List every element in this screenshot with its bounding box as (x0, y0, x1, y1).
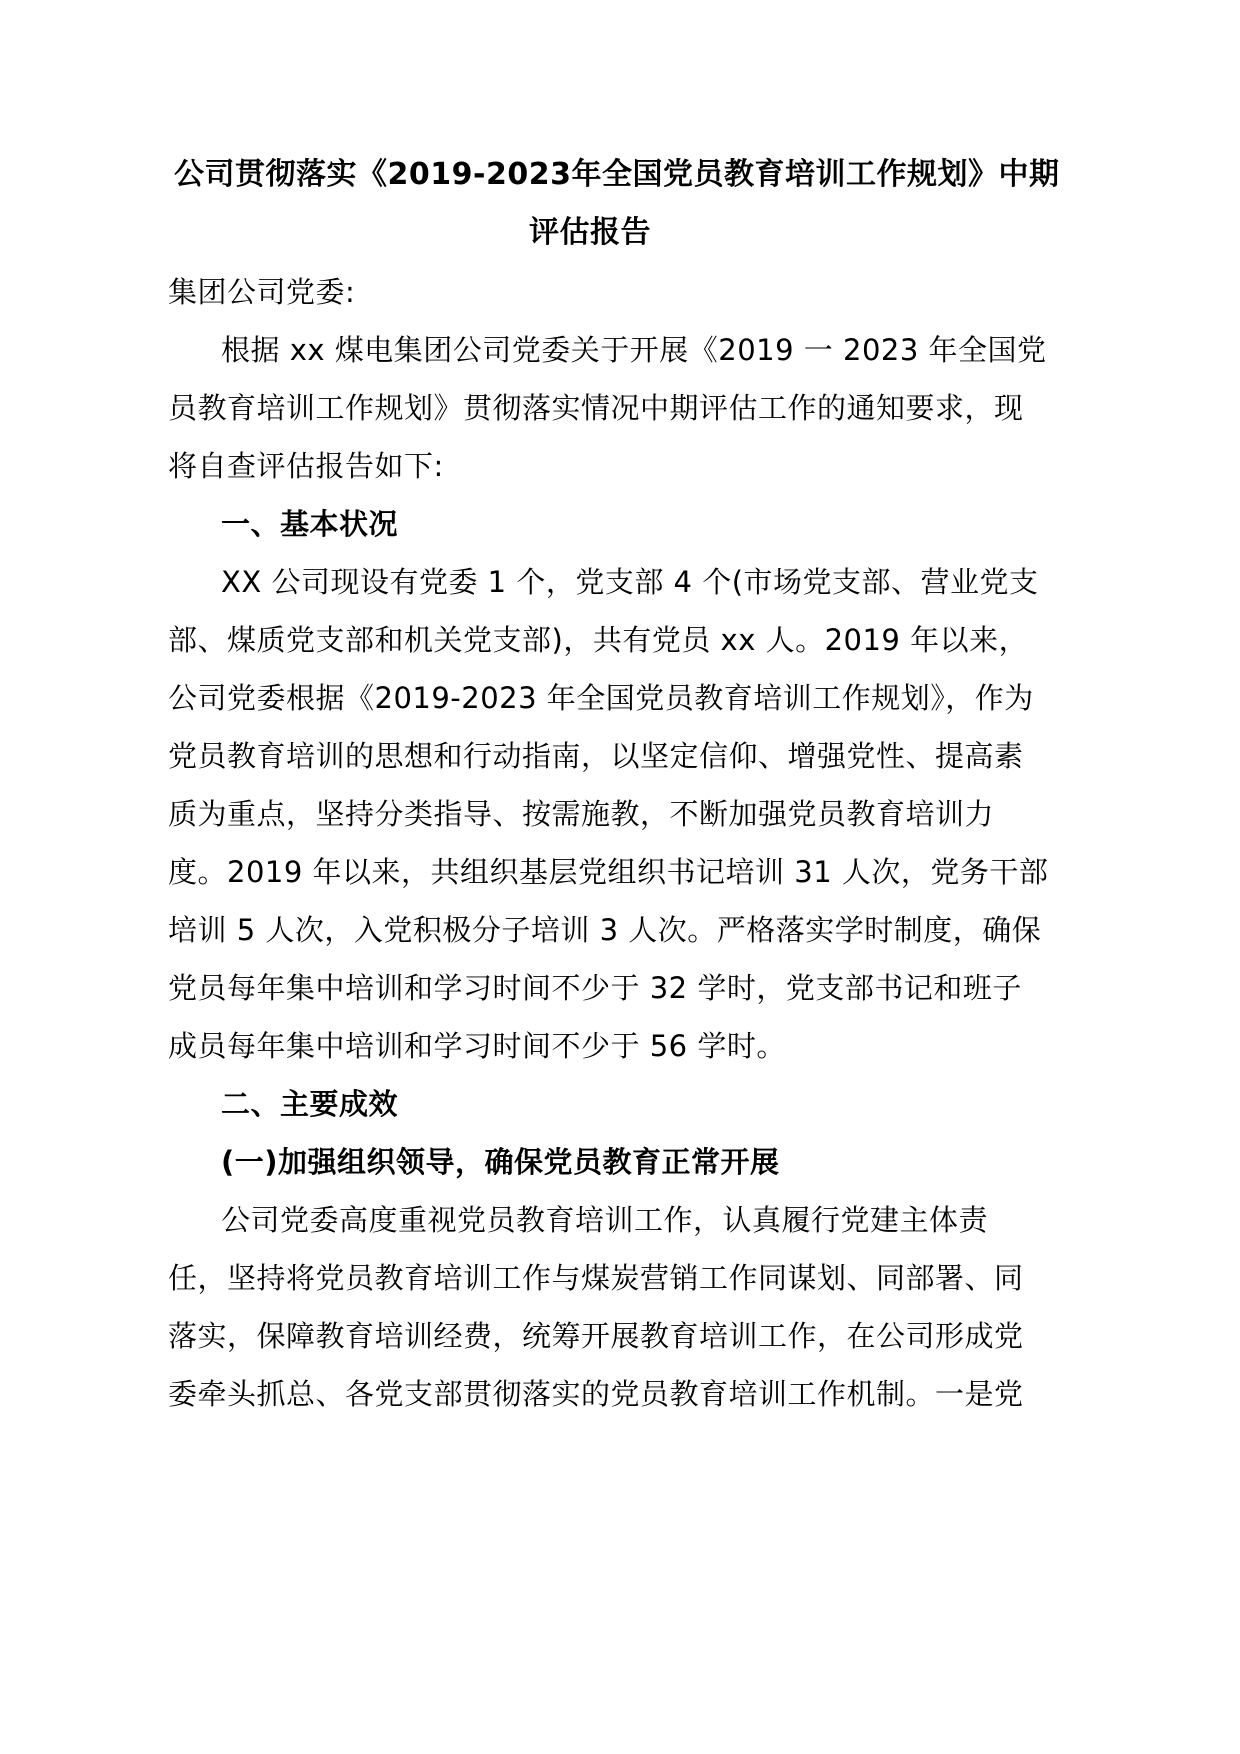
section1-line: 部、煤质党支部和机关党支部)，共有党员 xx 人。2019 年以来， (168, 623, 1029, 657)
document-title-line-1: 公司贯彻落实《2019-2023年全国党员教育培训工作规划》中期 (174, 157, 1060, 192)
section1-line: 党员每年集中培训和学习时间不少于 32 学时，党支部书记和班子 (168, 971, 1022, 1005)
subsection1-line: 委牵头抓总、各党支部贯彻落实的党员教育培训工作机制。一是党 (168, 1377, 1024, 1411)
section1-line: 成员每年集中培训和学习时间不少于 56 学时。 (168, 1029, 786, 1063)
intro-line: 将自查评估报告如下: (168, 449, 444, 483)
intro-line: 员教育培训工作规划》贯彻落实情况中期评估工作的通知要求，现 (168, 391, 1024, 425)
subsection1-line: 任，坚持将党员教育培训工作与煤炭营销工作同谋划、同部署、同 (168, 1261, 1024, 1295)
subsection1-line: 落实，保障教育培训经费，统筹开展教育培训工作，在公司形成党 (168, 1319, 1024, 1353)
subsection-heading-organization: (一)加强组织领导，确保党员教育正常开展 (221, 1145, 780, 1179)
section1-line: 培训 5 人次，入党积极分子培训 3 人次。严格落实学时制度，确保 (168, 913, 1042, 947)
section1-line: XX 公司现设有党委 1 个，党支部 4 个(市场党支部、营业党支 (221, 565, 1039, 599)
section1-line: 党员教育培训的思想和行动指南，以坚定信仰、增强党性、提高素 (168, 739, 1024, 773)
salutation: 集团公司党委: (168, 275, 356, 309)
section1-line: 公司党委根据《2019-2023 年全国党员教育培训工作规划》，作为 (168, 681, 1034, 715)
section1-line: 质为重点，坚持分类指导、按需施教，不断加强党员教育培训力 (168, 797, 995, 831)
section-heading-main-results: 二、主要成效 (221, 1087, 399, 1121)
subsection1-line: 公司党委高度重视党员教育培训工作，认真履行党建主体责 (221, 1203, 989, 1237)
document-title-line-2: 评估报告 (529, 215, 651, 250)
section1-line: 度。2019 年以来，共组织基层党组织书记培训 31 人次，党务干部 (168, 855, 1049, 889)
intro-line: 根据 xx 煤电集团公司党委关于开展《2019 一 2023 年全国党 (221, 333, 1047, 367)
section-heading-basic-status: 一、基本状况 (221, 507, 399, 541)
